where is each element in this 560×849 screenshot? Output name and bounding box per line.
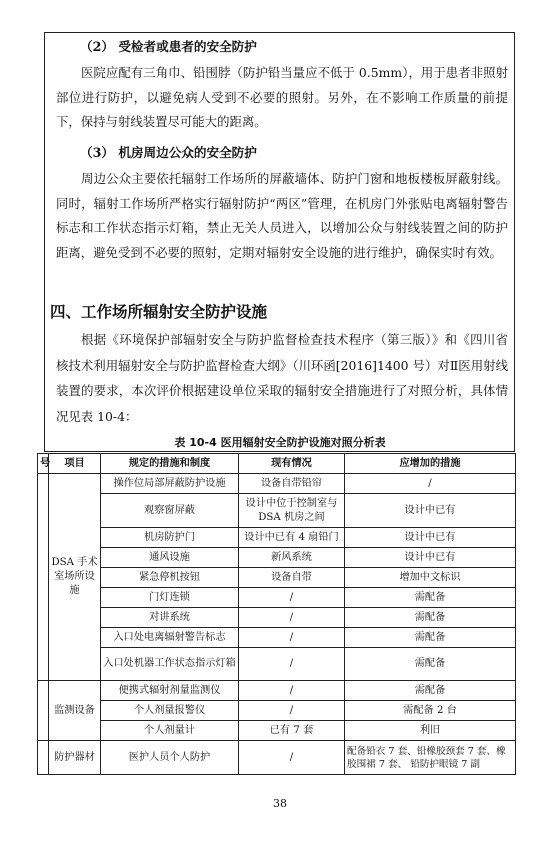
current-cell: /	[239, 681, 345, 701]
header-item: 项目	[49, 454, 101, 474]
protection-comparison-table	[37, 453, 516, 775]
additional-cell: 需配备	[345, 588, 516, 608]
section-3-heading: （3） 机房周边公众的安全防护	[80, 145, 257, 160]
table-row	[38, 721, 516, 741]
additional-cell: 配备铅衣 7 套、铅橡胶颈套 7 套、橡胶围裙 7 套、 铅防护眼镜 7 副	[345, 741, 516, 775]
index-cell	[38, 741, 49, 775]
index-cell	[38, 681, 49, 741]
current-cell: 已有 7 套	[239, 721, 345, 741]
additional-cell: 需配备	[345, 628, 516, 648]
current-cell: /	[239, 648, 345, 681]
additional-cell: 需配备	[345, 608, 516, 628]
measure-cell: 紧急停机按钮	[101, 568, 239, 588]
current-cell: /	[239, 741, 345, 775]
additional-cell: 设计中已有	[345, 528, 516, 548]
section-2-heading: （2） 受检者或患者的安全防护	[80, 39, 257, 54]
current-cell: 设备自带铅帘	[239, 474, 345, 494]
current-cell: /	[239, 628, 345, 648]
table-header-row	[38, 454, 516, 474]
current-cell: /	[239, 608, 345, 628]
group-monitoring-cell: 监测设备	[49, 681, 101, 741]
table-row	[38, 494, 516, 528]
current-cell: 设备自带	[239, 568, 345, 588]
measure-cell: 机房防护门	[101, 528, 239, 548]
section-3-paragraph: 周边公众主要依托辐射工作场所的屏蔽墙体、防护门窗和地板楼板屏蔽射线。同时，辐射工作场所严格实行辐射防护“两区”管理，在机房门外张贴电离辐射警告标志和工作状态指示灯箱，禁止无关人员进入，以增加公众与射线装置之间的防护距离，避免受到不必要的照射，定期对辐射安全设施的进行维护，确保实时有效。	[56, 171, 508, 260]
table-row	[38, 648, 516, 681]
current-cell: 设计中位于控制室与 DSA 机房之间	[239, 494, 345, 528]
index-cell	[38, 474, 49, 681]
group-dsa-cell: DSA 手术室场所设施	[49, 474, 101, 681]
current-cell: 新风系统	[239, 548, 345, 568]
additional-cell: 需配备	[345, 681, 516, 701]
measure-cell: 门灯连锁	[101, 588, 239, 608]
chapter-heading: 四、工作场所辐射安全防护设施	[50, 303, 268, 321]
section-2-paragraph: 医院应配有三角巾、铅围脖（防护铅当量应不低于 0.5mm），用于患者非照射部位进行防护，以避免病人受到不必要的照射。另外，在不影响工作质量的前提下，保持与射线装置尽可能大的距离。	[56, 65, 508, 130]
header-current: 现有情况	[239, 454, 345, 474]
header-measures: 规定的措施和制度	[101, 454, 239, 474]
measure-cell: 对讲系统	[101, 608, 239, 628]
current-cell: 设计中已有 4 扇铅门	[239, 528, 345, 548]
current-cell: /	[239, 588, 345, 608]
measure-cell: 入口处电离辐射警告标志	[101, 628, 239, 648]
measure-cell: 医护人员个人防护	[101, 741, 239, 775]
table-row	[38, 588, 516, 608]
additional-cell: 需配备	[345, 648, 516, 681]
additional-cell: 增加中文标识	[345, 568, 516, 588]
table-row	[38, 608, 516, 628]
measure-cell: 个人剂量计	[101, 721, 239, 741]
current-cell: /	[239, 701, 345, 721]
table-row	[38, 701, 516, 721]
additional-cell: 设计中已有	[345, 548, 516, 568]
table-caption: 表 10-4 医用辐射安全防护设施对照分析表	[174, 436, 386, 449]
table-row	[38, 548, 516, 568]
page-number: 38	[273, 797, 287, 810]
additional-cell: /	[345, 474, 516, 494]
additional-cell: 设计中已有	[345, 494, 516, 528]
table-row	[38, 528, 516, 548]
measure-cell: 入口处机器工作状态指示灯箱	[101, 648, 239, 681]
table-row	[38, 741, 516, 775]
chapter-paragraph: 根据《环境保护部辐射安全与防护监督检查技术程序（第三版）》和《四川省核技术利用辐射安全与防护监督检查大纲》（川环函[2016]1400 号）对Ⅱ医用射线装置的要求，本次评价根据建设单位采取的辐射安全措施进行了对照分析，具体情况见表 10-4：	[56, 332, 508, 424]
group-equipment-cell: 防护器材	[49, 741, 101, 775]
header-no: 号	[38, 454, 49, 474]
additional-cell: 需配备 2 台	[345, 701, 516, 721]
table-row	[38, 628, 516, 648]
measure-cell: 操作位局部屏蔽防护设施	[101, 474, 239, 494]
table-row	[38, 474, 516, 494]
measure-cell: 个人剂量报警仪	[101, 701, 239, 721]
additional-cell: 利旧	[345, 721, 516, 741]
measure-cell: 通风设施	[101, 548, 239, 568]
table-row	[38, 568, 516, 588]
header-additional: 应增加的措施	[345, 454, 516, 474]
measure-cell: 便携式辐射剂量监测仪	[101, 681, 239, 701]
table-row	[38, 681, 516, 701]
measure-cell: 观察窗屏蔽	[101, 494, 239, 528]
